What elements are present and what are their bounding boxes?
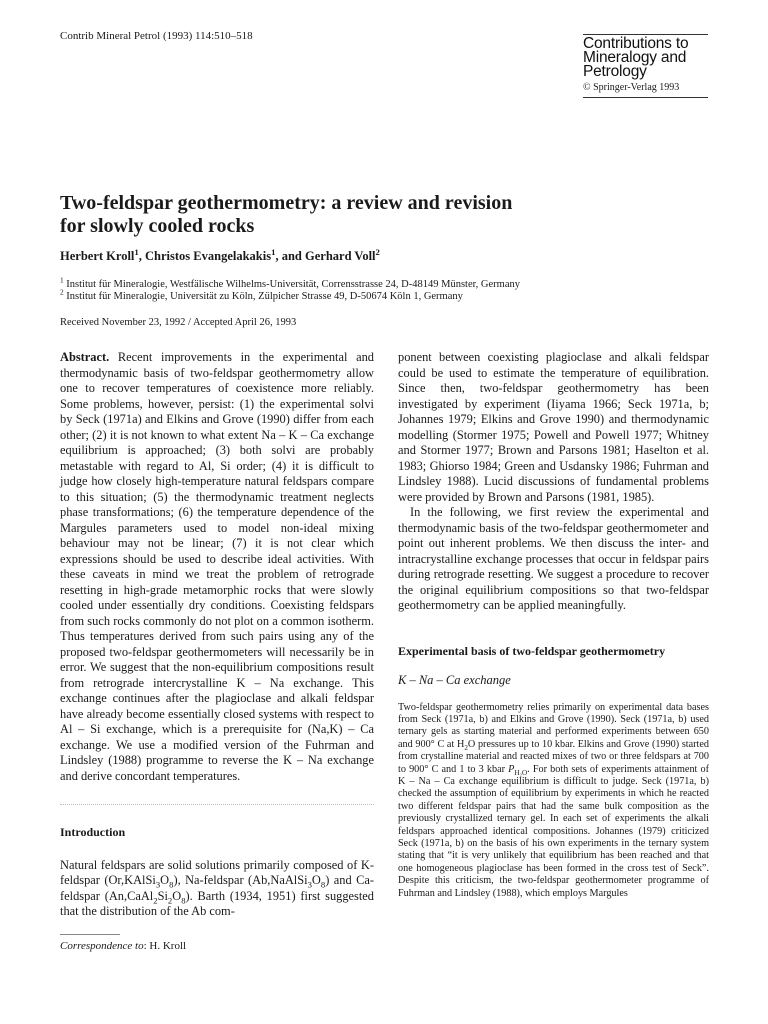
abstract-label: Abstract. [60, 350, 110, 364]
intro-paragraph-2: In the following, we first review the experimental and thermodynamic basis of the two-feldspar geothermometer and point out inherent problems. We then discuss the inter- and intracrystalline exchange processes that occur in feldspar pairs during retrograde resetting. We suggest a procedure to recover the original equilibrium compositions so that two-feldspar geothermometry can be applied meaningfully. [398, 505, 709, 612]
correspondence-label: Correspondence to [60, 939, 144, 952]
correspondence-name: : H. Kroll [143, 939, 187, 952]
correspondence-note [60, 939, 374, 955]
affiliation-mark: 2 [60, 287, 64, 297]
section-heading-introduction: Introduction [60, 825, 126, 839]
masthead-rule [583, 97, 708, 98]
masthead-line-1: Contributions to [583, 35, 689, 52]
author-affiliation-mark: 2 [375, 246, 380, 257]
abstract [60, 350, 374, 784]
masthead-line-3: Petrology [583, 63, 647, 80]
affiliation [60, 275, 710, 290]
received-dates: Received November 23, 1992 / Accepted April 26, 1993 [60, 317, 297, 328]
article-title [60, 192, 700, 238]
journal-masthead [583, 34, 708, 98]
author-affiliation-mark: 1 [134, 246, 139, 257]
abstract-text: Recent improvements in the experimental and thermodynamic basis of two-feldspar geothermometry allow one to recover temperatures of coexistence more reliably. Some problems, however, persist: (1) the experimental solvi by Seck (1971a) and Elkins and Grove (1990) differ from each other; (2) it is not known to what extent Na – K – Ca exchange equilibrium is approached; (3) both solvi are probably metastable with regard to Al, Si order; (4) it is difficult to judge how closely high-temperature natural feldspars compare to this situation; (5) the thermodynamic treatment neglects phase transformations; (6) the temperature dependence of the Margules parameters used to model non-ideal mixing behaviour may not be linear; (7) it is not clear which expressions should be used to describe ideal activities. With these caveats in mind we treat the problem of retrograde resetting in high-grade metamorphic rocks that were slowly cooled under essentially dry conditions. Coexisting feldspars from such rocks commonly do not plot on a common isotherm. Thus temperatures derived from such pairs using any of the proposed two-feldspar geothermometers will necessarily be in error. We suggest that the non-equilibrium compositions result from retrograde intercrystalline K – Na exchange. This exchange continues after the plagioclase and alkali feldspar have already become essentially closed systems with respect to Al – Si exchange, which is a prerequisite for (Na,K) – Ca exchange. We use a modified version of the Fuhrman and Lindsley (1988) programme to reverse the K – Na exchange and derive concordant temperatures. [60, 350, 374, 783]
author-name: Christos Evangelakakis [145, 249, 272, 263]
intro-continuation-paragraph: ponent between coexisting plagioclase and alkali feldspar could be used to estimate the temperature of equilibration. Since then, two-feldspar geothermometry has been investigated by experiment (Iiyama 1966; Seck 1971a, b; Johannes 1979; Elkins and Grove 1990) and thermodynamic modelling (Stormer 1975; Powell and Powell 1977; Whitney and Stormer 1977; Brown and Parsons 1981; Haselton et al. 1983; Ghiorso 1984; Green and Usdansky 1986; Fuhrman and Lindsley 1988). Lucid discussions of fundamental problems were provided by Brown and Parsons (1981, 1985). [398, 350, 709, 504]
journal-reference: Contrib Mineral Petrol (1993) 114:510–518 [60, 30, 253, 42]
author-affiliation-mark: 1 [271, 246, 276, 257]
publisher-copyright: © Springer-Verlag 1993 [583, 82, 680, 93]
masthead-line-2: Mineralogy and [583, 49, 687, 66]
left-column [60, 350, 374, 954]
affiliation [60, 287, 710, 302]
author-name: Herbert Kroll [60, 249, 135, 263]
author-list [60, 246, 380, 264]
experimental-paragraph: Two-feldspar geothermometry relies primarily on experimental data bases from Seck (1971a, b) and Elkins and Grove (1990). Seck (1971a, b) used ternary gels as starting material and performed experiments between 650 and 900° C at $H_2O$ pressures up to 10 kbar. Elkins and Grove (1990) started from crystalline material and reacted mixes of two or three feldspars at 700 to 900° C and 1 to 3 kbar $P_{H_2O}$. For both sets of experiments attainment of K – Na – Ca exchange equilibrium is difficult to judge. Seck (1971a, b) checked the assumption of equilibrium by experiments in which he reacted two different feldspar pairs that had the same bulk composition as the previously crystallized ternary gel. In each set of experiments the alkali feldspars approached identical compositions. Johannes (1979) criticized Seck (1971a, b) on the basis of his own experiments in the ternary system stating that “it is very unlikely that equilibrium has been reached and that one homogeneous plagioclase has been formed in the cross test of Seck”. Despite this criticism, the two-feldspar geothermometer programme of Fuhrman and Lindsley (1988), which employs Margules [398, 701, 709, 899]
affiliation-mark: 1 [60, 275, 64, 285]
author-name: Gerhard Voll [305, 249, 376, 263]
introduction-paragraph: Natural feldspars are solid solutions primarily composed of K-feldspar $(Or,KAlSi_3O_8)$, Na-feldspar $(Ab,NaAlSi_3O_8)$ and Ca-feldspar $(An,CaAl_2Si_2O_8)$. Barth (1934, 1951) first suggested that the distribution of the Ab com- [60, 857, 374, 918]
title-line-1: Two-feldspar geothermometry: a review and revision [60, 192, 513, 214]
subsection-heading-exchange: K – Na – Ca exchange [398, 673, 511, 687]
title-line-2: for slowly cooled rocks [60, 215, 255, 237]
affiliation-text: Institut für Mineralogie, Westfälische Wilhelms-Universität, Corrensstrasse 24, D-48149 Münster, Germany [66, 279, 521, 290]
section-heading-experimental-basis: Experimental basis of two-feldspar geothermometry [398, 643, 666, 658]
right-column [398, 350, 709, 900]
affiliation-text: Institut für Mineralogie, Universität zu Köln, Zülpicher Strasse 49, D-50674 Köln 1, Germany [66, 291, 463, 302]
author-separator: , and [275, 249, 306, 263]
author-separator: , [138, 249, 146, 263]
